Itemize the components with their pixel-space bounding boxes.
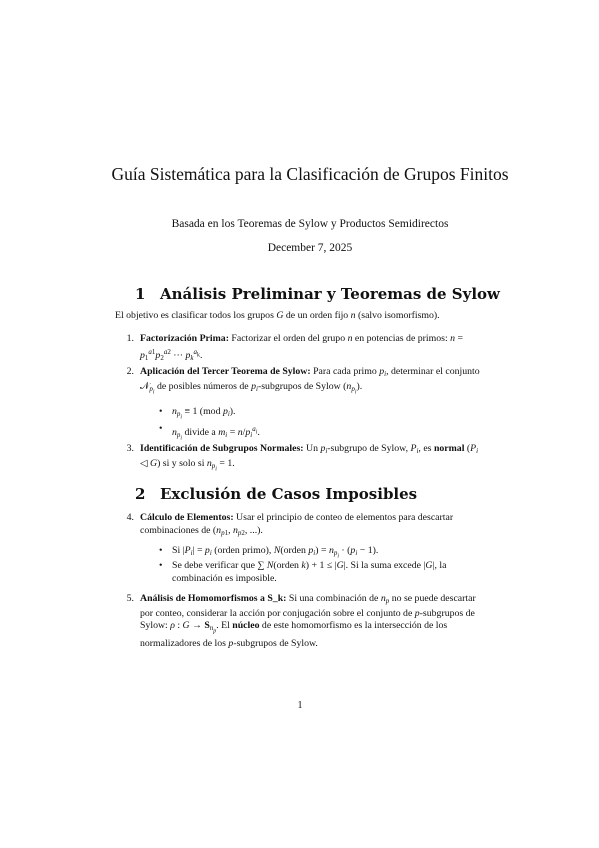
section-1-heading xyxy=(135,285,500,303)
bullet-item: • $n_{p_i}$ divide a $m_i = n/p_i^{a_i}$. xyxy=(159,423,260,442)
page-number: 1 xyxy=(297,700,303,711)
item-label: Identificación de Subgrupos Normales: xyxy=(140,443,304,454)
bullet-item: • Si $|P_i| = p_i$ (orden primo), N(orden $p_i) = n_{p_i} \cdot (p_i - 1)$. xyxy=(159,545,379,560)
section-number: 1 xyxy=(135,285,146,303)
item-number: 2. xyxy=(126,366,134,377)
paper-date: December 7, 2025 xyxy=(267,242,353,254)
section-title: Análisis Preliminar y Teoremas de Sylow xyxy=(160,285,500,303)
bullet-item: • Se debe verificar que ∑ N(orden k) + 1 ≤ |G|. Si la suma excede |G|, la combinación es imposible. xyxy=(159,560,447,584)
item-label: Aplicación del Tercer Teorema de Sylow: xyxy=(140,366,311,377)
section-2-heading xyxy=(135,485,417,503)
item-label: Cálculo de Elementos: xyxy=(140,512,234,523)
item-number: 4. xyxy=(126,512,134,523)
section-1-intro: El objetivo es clasificar todos los grupos G de un orden fijo n (salvo isomorfismo). xyxy=(115,310,440,321)
item-number: 1. xyxy=(126,333,134,344)
list-item: 2. Aplicación del Tercer Teorema de Sylow: Para cada primo $p_i$, determinar el conjunto 𝒩$_{p_i}$ de posibles números de $p_i$-subgrupos de Sylow $(n_{p_i})$. xyxy=(140,366,485,399)
section-number: 2 xyxy=(135,485,146,503)
section-title: Exclusión de Casos Imposibles xyxy=(160,485,418,503)
bullet-item: • $n_{p_i} \equiv 1$ (mod $p_i$). xyxy=(159,406,236,421)
item-number: 5. xyxy=(126,593,134,604)
list-item: 1. Factorización Prima: Factorizar el orden del grupo n en potencias de primos: $n = p_1^{a1}p_2^{a2}$ ··· $p_k^{a_k}$. xyxy=(140,333,485,364)
item-number: 3. xyxy=(126,443,134,454)
paper-title: Guía Sistemática para la Clasificación de Grupos Finitos xyxy=(111,164,509,184)
list-item: 4. Cálculo de Elementos: Usar el principio de conteo de elementos para descartar combinaciones de ($n_{p1}$, $n_{p2}$, ...). xyxy=(140,512,485,539)
item-label: Análisis de Homomorfismos a S_k: xyxy=(140,593,287,604)
list-item: 3. Identificación de Subgrupos Normales: Un $p_i$-subgrupo de Sylow, $P_i$, es normal ($P_i$ ◁ G) si y solo si $n_{p_i} = 1$. xyxy=(140,443,485,476)
paper-subtitle: Basada en los Teoremas de Sylow y Productos Semidirectos xyxy=(171,218,449,230)
item-label: Factorización Prima: xyxy=(140,333,229,344)
list-item: 5. Análisis de Homomorfismos a S_k: Si una combinación de $n_p$ no se puede descartar por conteo, considerar la acción por conjugación sobre el conjunto de p-subgrupos de Sylow: ρ : $G \to S_{n_p}$. El núcleo de este homomorfismo es la intersección de los normalizadores de los p-subgrupos de Sylow. xyxy=(140,593,485,651)
